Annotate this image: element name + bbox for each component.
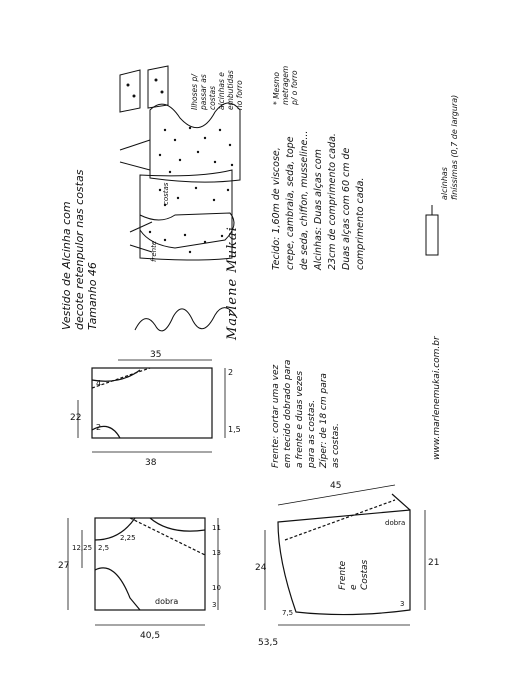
eyelets-line-4: alcinhas e xyxy=(217,72,226,110)
title-line-1: Vestido de Alcinha com xyxy=(60,201,73,330)
website-url xyxy=(432,336,442,460)
pattern-title xyxy=(60,170,99,330)
back-dim-top: 35 xyxy=(150,350,162,360)
cutting-line-2: em tecido dobrado para xyxy=(283,359,293,468)
cutting-line-6: as costas. xyxy=(331,423,341,468)
skirt-label-3: Costas xyxy=(360,559,370,590)
straps-line-2: finíssimas (0,7 de largura) xyxy=(450,94,459,200)
title-line-2: decote retenpulor nas costas xyxy=(73,169,86,330)
skirt-dim-top: 24 xyxy=(255,563,267,573)
skirt-dim-bottom-left: 53,5 xyxy=(258,638,279,648)
materials-line-1: Tecido: 1,60m de viscose, xyxy=(271,147,282,270)
front-dim-bottom: 40,5 xyxy=(140,631,161,641)
front-dim-top: 27 xyxy=(58,561,70,571)
cutting-line-1: Frente: cortar uma vez xyxy=(271,364,281,468)
straps-note xyxy=(440,95,460,200)
front-dim-side-top: 11 xyxy=(212,524,221,532)
strap-tool-sketch xyxy=(426,205,438,255)
cutting-instructions xyxy=(270,360,342,468)
back-dim-right: 1,5 xyxy=(228,425,241,434)
skirt-label-1: Frente xyxy=(338,560,348,590)
materials-line-7: comprimento cada. xyxy=(355,177,366,270)
signature-stroke xyxy=(135,308,237,331)
lining-note xyxy=(272,66,299,105)
materials-line-4: Alcinhas: Duas alças com xyxy=(313,149,324,270)
front-bodice-piece xyxy=(95,518,205,610)
eyelets-line-5: embutidas xyxy=(226,70,235,110)
signature xyxy=(225,226,240,340)
materials-line-3: de seda, chiffon, musseline... xyxy=(299,130,310,270)
illustration-label-front xyxy=(148,241,160,262)
label-back-text: costas xyxy=(162,182,170,205)
cutting-line-5: Zíper: de 18 cm para xyxy=(319,373,329,468)
skirt-center-label xyxy=(338,560,371,590)
lining-line-1: * Mesmo xyxy=(272,71,281,105)
front-dim-left1: 12,25 xyxy=(72,544,93,552)
lining-line-3: p/ o forro xyxy=(290,70,299,105)
signature-text: Marlene Mukai xyxy=(225,226,240,340)
skirt-label-fold: dobra xyxy=(385,519,406,527)
skirt-dim-right: 21 xyxy=(428,558,440,568)
front-dim-side-bot: 3 xyxy=(212,601,217,609)
front-dim-inner: 2,25 xyxy=(120,534,136,542)
skirt-dim-corner: 3 xyxy=(400,600,405,608)
front-dim-left2: 2,5 xyxy=(98,544,110,552)
url-text: www.marlenemukai.com.br xyxy=(432,336,442,460)
straps-line-1: alcinhas xyxy=(440,167,449,200)
skirt-piece xyxy=(278,494,410,615)
eyelets-line-1: Ilhoses p/ xyxy=(190,74,199,110)
back-dim-mid: 22 xyxy=(70,413,82,423)
eyelets-line-3: costas xyxy=(208,85,217,110)
back-dim-left1: 4 xyxy=(96,379,102,388)
illustration-label-back xyxy=(160,183,172,205)
materials-line-6: Duas alças com 60 cm de xyxy=(341,147,352,270)
label-front-text: frente xyxy=(150,240,158,262)
front-dim-side-low: 10 xyxy=(212,584,221,592)
skirt-label-2: e xyxy=(349,584,359,590)
back-dim-bottom: 38 xyxy=(145,458,157,468)
front-dim-side-mid: 13 xyxy=(212,549,221,557)
cutting-line-4: para as costas. xyxy=(307,399,317,468)
skirt-dim-left: 7,5 xyxy=(282,609,294,617)
front-label-fold: dobra xyxy=(155,597,179,606)
lining-line-2: metragem xyxy=(281,65,290,105)
front-bodice-dimlines xyxy=(68,518,218,625)
eyelets-line-6: no forro xyxy=(235,80,244,110)
materials-line-5: 23cm de comprimento cada. xyxy=(327,133,338,270)
back-dim-left2: 2 xyxy=(96,423,102,432)
back-dim-top-right: 2 xyxy=(228,368,234,377)
title-line-3: Tamanho 46 xyxy=(86,262,99,330)
skirt-dim-slant: 45 xyxy=(330,481,342,491)
eyelets-note xyxy=(190,70,244,110)
materials-line-2: crepe, cambraia, seda, tope xyxy=(285,136,296,270)
cutting-line-3: a frente e duas vezes xyxy=(295,370,305,468)
back-bodice-piece xyxy=(92,368,212,438)
eyelets-line-2: passar as xyxy=(199,74,208,110)
bodice-sketches xyxy=(120,66,168,112)
materials-notes xyxy=(270,131,368,270)
